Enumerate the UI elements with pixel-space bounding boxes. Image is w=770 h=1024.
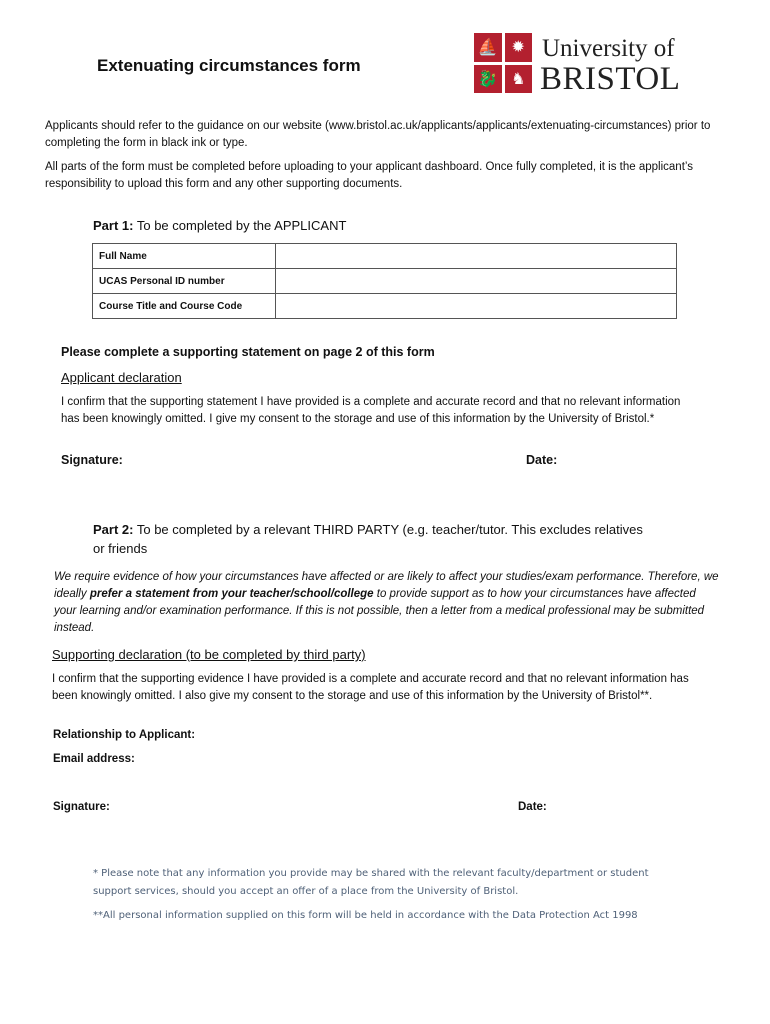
applicant-declaration-text: I confirm that the supporting statement I have provided is a complete and accurate record and that no relevant information has been knowingly omitted. I give my consent to the storage and use of this information by the University of Bristol.* [61,396,681,425]
part1-heading [93,218,346,233]
part2-text: To be completed by a relevant THIRD PARTY (e.g. teacher/tutor. This excludes relatives or friends [93,522,643,556]
logo-line2: BRISTOL [540,61,681,97]
full-name-label: Full Name [93,244,276,269]
page-title: Extenuating circumstances form [97,56,361,75]
evidence-text-end: to provide support as to how your circumstances have affected your learning and/or examination performance. If this is not possible, then a letter from a medical professional may be submitted instead. [54,588,705,634]
statement-note: Please complete a supporting statement on page 2 of this form [61,345,435,359]
table-row [93,294,677,319]
applicant-declaration-heading: Applicant declaration [61,370,182,385]
part1-label: Part 1: [93,218,134,233]
part2-heading [93,520,653,558]
footnote-data-protection: **All personal information supplied on this form will be held in accordance with the Data Protection Act 1998 [93,910,638,921]
part2-label: Part 2: [93,522,134,537]
applicant-date-label[interactable]: Date: [526,453,558,467]
table-row [93,244,677,269]
university-logo [474,33,724,95]
relationship-label[interactable]: Relationship to Applicant: [53,729,196,741]
full-name-field[interactable] [276,244,677,269]
intro-guidance: Applicants should refer to the guidance on our website (www.bristol.ac.uk/applicants/applicants/extenuating-circumstances) prior to completing the form in black ink or type. [45,120,711,149]
ucas-id-label: UCAS Personal ID number [93,269,276,294]
intro-upload: All parts of the form must be completed before uploading to your applicant dashboard. Once fully completed, it is the applicant’s responsibility to upload this form and any other supporting documents. [45,161,693,190]
evidence-paragraph [54,569,719,637]
footnote-sharing: * Please note that any information you provide may be shared with the relevant faculty/department or student support services, should you accept an offer of a place from the University of Bristol. [93,868,649,897]
evidence-text: We require evidence of how your circumstances have affected or are likely to affect your studies/exam performance. Therefore, we ideally [54,571,719,600]
email-label[interactable]: Email address: [53,753,135,765]
applicant-details-table [92,243,677,319]
logo-line1: University of [542,35,675,62]
crest-icon: ⛵ ✹ 🐉 ♞ [474,33,532,93]
table-row [93,269,677,294]
course-field[interactable] [276,294,677,319]
thirdparty-date-label[interactable]: Date: [518,801,547,813]
course-label: Course Title and Course Code [93,294,276,319]
evidence-emphasis: prefer a statement from your teacher/school/college [89,588,374,600]
supporting-declaration-text: I confirm that the supporting evidence I have provided is a complete and accurate record and that no relevant information has been knowingly omitted. I also give my consent to the storage and use of this information by the University of Bristol**. [52,673,689,702]
supporting-declaration-heading: Supporting declaration (to be completed by third party) [52,647,366,662]
thirdparty-signature-label[interactable]: Signature: [53,801,110,813]
part1-text: To be completed by the APPLICANT [133,218,347,233]
applicant-signature-label[interactable]: Signature: [61,453,123,467]
ucas-id-field[interactable] [276,269,677,294]
